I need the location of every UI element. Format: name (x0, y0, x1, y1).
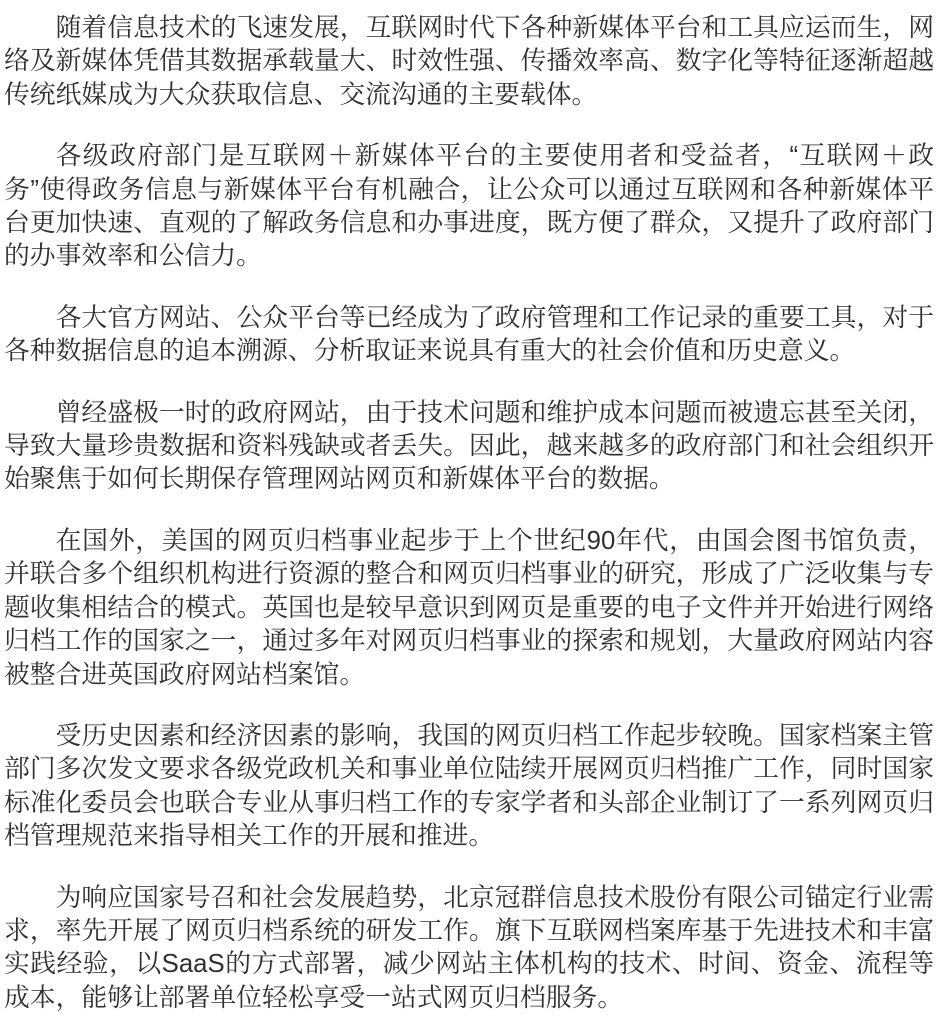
paragraph-government-internet: 各级政府部门是互联网＋新媒体平台的主要使用者和受益者，“互联网＋政务”使得政务信息与新媒体平台有机融合，让公众可以通过互联网和各种新媒体平台更加快速、直观的了解政务信息和办事进度，既方便了群众，又提升了政府部门的办事效率和公信力。 (4, 142, 934, 271)
paragraph-intro-new-media: 随着信息技术的飞速发展，互联网时代下各种新媒体平台和工具应运而生，网络及新媒体凭借其数据承载量大、时效性强、传播效率高、数字化等特征逐渐超越传统纸媒成为大众获取信息、交流沟通的主要载体。 (4, 14, 934, 109)
paragraph-foreign-web-archiving: 在国外，美国的网页归档事业起步于上个世纪90年代，由国会图书馆负责，并联合多个组织机构进行资源的整合和网页归档事业的研究，形成了广泛收集与专题收集相结合的模式。英国也是较早意识到网页是重要的电子文件并开始进行网络归档工作的国家之一，通过多年对网页归档事业的探索和规划，大量政府网站内容被整合进英国政府网站档案馆。 (4, 526, 934, 689)
paragraph-data-loss-problem: 曾经盛极一时的政府网站，由于技术问题和维护成本问题而被遗忘甚至关闭，导致大量珍贵数据和资料残缺或者丢失。因此，越来越多的政府部门和社会组织开始聚焦于如何长期保存管理网站网页和新媒体平台的数据。 (4, 398, 934, 494)
paragraph-china-web-archiving: 受历史因素和经济因素的影响，我国的网页归档工作起步较晚。国家档案主管部门多次发文要求各级党政机关和事业单位陆续开展网页归档推广工作，同时国家标准化委员会也联合专业从事归档工作的专家学者和头部企业制订了一系列网页归档管理规范来指导相关工作的开展和推进。 (4, 721, 934, 851)
paragraph-official-sites-value: 各大官方网站、公众平台等已经成为了政府管理和工作记录的重要工具，对于各种数据信息的追本溯源、分析取证来说具有重大的社会价值和历史意义。 (4, 303, 934, 366)
paragraph-company-solution: 为响应国家号召和社会发展趋势，北京冠群信息技术股份有限公司锚定行业需求，率先开展了网页归档系统的研发工作。旗下互联网档案库基于先进技术和丰富实践经验，以SaaS的方式部署，减少网站主体机构的技术、时间、资金、流程等成本，能够让部署单位轻松享受一站式网页归档服务。 (4, 883, 934, 1012)
